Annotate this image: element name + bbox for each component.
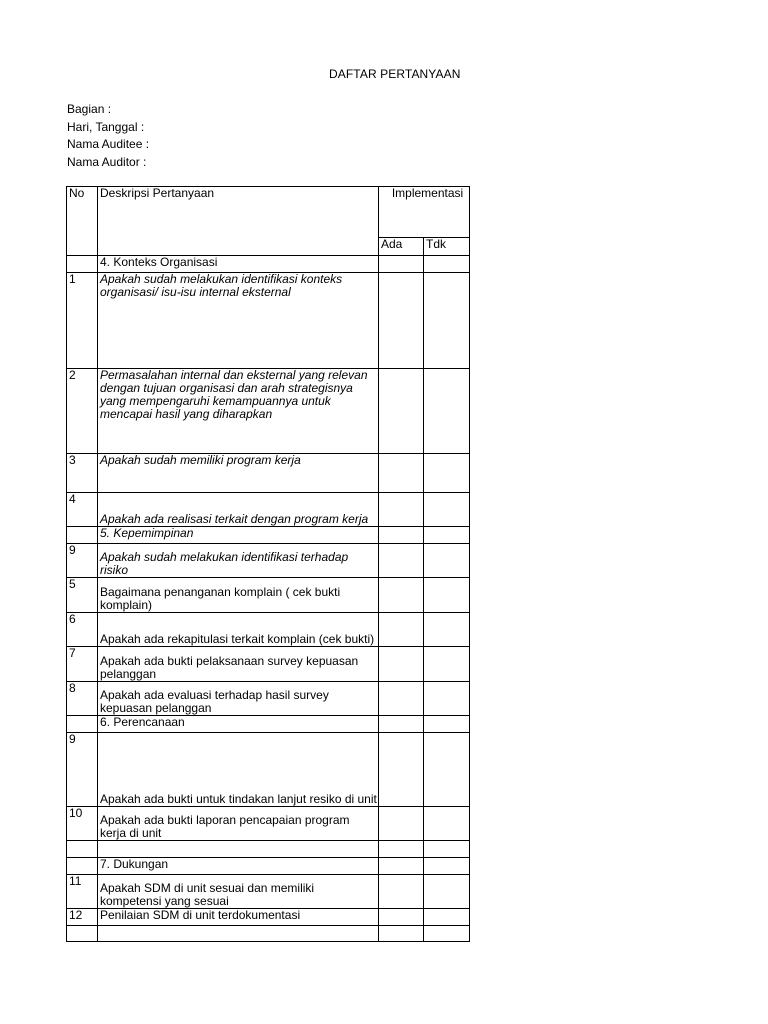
cell-description (98, 926, 379, 942)
cell-no: 4 (67, 493, 98, 527)
cell-description (98, 841, 379, 858)
table-row (67, 909, 470, 926)
cell-ada[interactable] (379, 716, 424, 733)
cell-tdk[interactable] (424, 527, 470, 544)
cell-ada[interactable] (379, 493, 424, 527)
cell-ada[interactable] (379, 613, 424, 647)
cell-ada[interactable] (379, 909, 424, 926)
cell-description: Apakah ada rekapitulasi terkait komplain (cek bukti) (98, 613, 379, 647)
field-hari-tanggal: Hari, Tanggal : (67, 119, 145, 134)
cell-tdk[interactable] (424, 578, 470, 613)
cell-tdk[interactable] (424, 647, 470, 682)
section-label: 4. Konteks Organisasi (98, 256, 379, 273)
cell-no: 6 (67, 613, 98, 647)
cell-description: Apakah sudah melakukan identifikasi konteks organisasi/ isu-isu internal eksternal (98, 273, 379, 369)
table-row (67, 613, 470, 647)
cell-ada[interactable] (379, 733, 424, 807)
cell-tdk[interactable] (424, 926, 470, 942)
table-row (67, 807, 470, 841)
section-row (67, 256, 470, 273)
cell-ada[interactable] (379, 841, 424, 858)
table-row (67, 544, 470, 578)
cell-ada[interactable] (379, 273, 424, 369)
cell-no: 7 (67, 647, 98, 682)
section-row (67, 858, 470, 875)
header-tdk: Tdk (424, 238, 470, 256)
table-row (67, 682, 470, 716)
cell-no: 11 (67, 875, 98, 909)
cell-description: Apakah sudah melakukan identifikasi terhadap risiko (98, 544, 379, 578)
section-label: 5. Kepemimpinan (98, 527, 379, 544)
header-no: No (67, 187, 98, 256)
cell-ada[interactable] (379, 647, 424, 682)
cell-description: Apakah SDM di unit sesuai dan memiliki kompetensi yang sesuai (98, 875, 379, 909)
table-row (67, 454, 470, 493)
cell-description: Penilaian SDM di unit terdokumentasi (98, 909, 379, 926)
cell-ada[interactable] (379, 875, 424, 909)
cell-tdk[interactable] (424, 544, 470, 578)
cell-no: 3 (67, 454, 98, 493)
table-row (67, 578, 470, 613)
cell-no: 12 (67, 909, 98, 926)
header-ada: Ada (379, 238, 424, 256)
cell-no: 2 (67, 369, 98, 454)
cell-no: 9 (67, 733, 98, 807)
cell-no: 9 (67, 544, 98, 578)
document-title: DAFTAR PERTANYAAN (329, 67, 461, 81)
empty-row (67, 926, 470, 942)
header-fields (67, 101, 149, 171)
table-row (67, 875, 470, 909)
cell-ada[interactable] (379, 454, 424, 493)
question-table (66, 186, 470, 942)
cell-tdk[interactable] (424, 273, 470, 369)
cell-tdk[interactable] (424, 733, 470, 807)
cell-ada[interactable] (379, 527, 424, 544)
cell-description: Apakah ada bukti pelaksanaan survey kepuasan pelanggan (98, 647, 379, 682)
cell-tdk[interactable] (424, 875, 470, 909)
field-bagian: Bagian : (67, 102, 112, 116)
cell-tdk[interactable] (424, 454, 470, 493)
table-header-row (67, 187, 470, 238)
cell-tdk[interactable] (424, 858, 470, 875)
cell-ada[interactable] (379, 256, 424, 273)
cell-ada[interactable] (379, 807, 424, 841)
cell-tdk[interactable] (424, 682, 470, 716)
table-row (67, 647, 470, 682)
cell-no: 10 (67, 807, 98, 841)
cell-description: Apakah ada bukti laporan pencapaian program kerja di unit (98, 807, 379, 841)
cell-ada[interactable] (379, 682, 424, 716)
table-row (67, 273, 470, 369)
cell-description: Bagaimana penanganan komplain ( cek bukti komplain) (98, 578, 379, 613)
cell-description: Apakah ada evaluasi terhadap hasil survey kepuasan pelanggan (98, 682, 379, 716)
cell-ada[interactable] (379, 578, 424, 613)
section-label: 7. Dukungan (98, 858, 379, 875)
cell-no: 5 (67, 578, 98, 613)
cell-no (67, 527, 98, 544)
cell-no: 1 (67, 273, 98, 369)
section-row (67, 716, 470, 733)
cell-no (67, 256, 98, 273)
cell-description: Apakah ada bukti untuk tindakan lanjut resiko di unit (98, 733, 379, 807)
cell-no (67, 841, 98, 858)
cell-no (67, 926, 98, 942)
cell-tdk[interactable] (424, 613, 470, 647)
cell-ada[interactable] (379, 926, 424, 942)
section-label: 6. Perencanaan (98, 716, 379, 733)
section-row (67, 527, 470, 544)
cell-tdk[interactable] (424, 841, 470, 858)
cell-tdk[interactable] (424, 256, 470, 273)
cell-description: Apakah sudah memiliki program kerja (98, 454, 379, 493)
cell-ada[interactable] (379, 544, 424, 578)
cell-tdk[interactable] (424, 493, 470, 527)
table-row (67, 369, 470, 454)
cell-ada[interactable] (379, 369, 424, 454)
field-nama-auditor: Nama Auditor : (67, 154, 147, 169)
cell-no (67, 858, 98, 875)
cell-description: Apakah ada realisasi terkait dengan program kerja (98, 493, 379, 527)
cell-ada[interactable] (379, 858, 424, 875)
cell-tdk[interactable] (424, 369, 470, 454)
header-implementasi: Implementasi (379, 187, 470, 238)
empty-row (67, 841, 470, 858)
cell-no (67, 716, 98, 733)
cell-description: Permasalahan internal dan eksternal yang relevan dengan tujuan organisasi dan arah strategisnya yang mempengaruhi kemampuannya untuk mencapai hasil yang diharapkan (98, 369, 379, 454)
table-row (67, 493, 470, 527)
cell-tdk[interactable] (424, 909, 470, 926)
cell-no: 8 (67, 682, 98, 716)
header-description: Deskripsi Pertanyaan (98, 187, 379, 256)
table-row (67, 733, 470, 807)
cell-tdk[interactable] (424, 716, 470, 733)
field-nama-auditee: Nama Auditee : (67, 137, 150, 151)
cell-tdk[interactable] (424, 807, 470, 841)
